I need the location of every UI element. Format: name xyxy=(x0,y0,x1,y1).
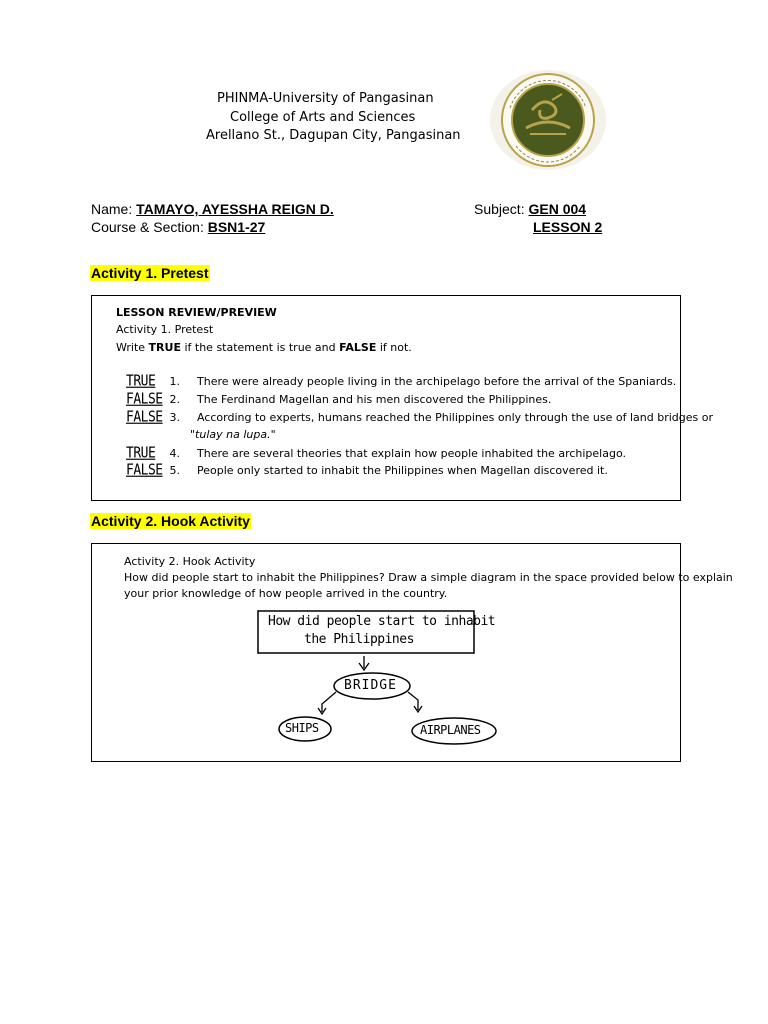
handwritten-answer: TRUE xyxy=(126,372,156,391)
subject-value: GEN 004 xyxy=(528,201,587,217)
course-field xyxy=(91,219,265,235)
subject-label: Subject: xyxy=(474,201,525,217)
list-item: TRUE 4. There are several theories that explain how people inhabited the archipelago. xyxy=(126,444,626,463)
scan-subheading: Activity 1. Pretest xyxy=(116,323,214,336)
pretest-scan xyxy=(91,295,713,501)
hook-activity-scan xyxy=(91,543,733,762)
list-item: TRUE 1. There were already people living in the archipelago before the arrival of the Spaniards. xyxy=(126,372,677,391)
diagram-left-label: SHIPS xyxy=(285,721,319,735)
activity1-title: Activity 1. Pretest xyxy=(91,265,209,281)
list-item-continuation: "tulay na lupa." xyxy=(190,428,276,441)
address: Arellano St., Dagupan City, Pangasinan xyxy=(206,128,461,143)
diagram-right-label: AIRPLANES xyxy=(420,723,481,737)
diagram-center-label: BRIDGE xyxy=(344,678,397,693)
scan-instruction-line1: How did people start to inhabit the Philippines? Draw a simple diagram in the space provided below to explain xyxy=(124,571,733,584)
handwritten-answer: FALSE xyxy=(126,408,163,427)
name-field xyxy=(91,201,334,217)
diagram-lines xyxy=(92,544,680,761)
scan-instruction-line2: your prior knowledge of how people arrived in the country. xyxy=(124,587,448,600)
name-label: Name: xyxy=(91,201,133,217)
activity2-title: Activity 2. Hook Activity xyxy=(91,513,250,529)
scan-heading: LESSON REVIEW/PREVIEW xyxy=(116,306,277,319)
handwritten-answer: FALSE xyxy=(126,390,163,409)
subject-field xyxy=(474,201,586,217)
diagram-question-line1: How did people start to inhabit xyxy=(268,614,496,629)
handwritten-answer: FALSE xyxy=(126,461,163,480)
lesson-field xyxy=(533,219,602,235)
diagram-question-line2: the Philippines xyxy=(304,632,414,647)
course-value: BSN1-27 xyxy=(207,219,266,235)
university-seal-icon xyxy=(488,68,608,172)
scan-instruction: Write TRUE if the statement is true and FALSE if not. xyxy=(116,341,412,354)
institution-name: PHINMA-University of Pangasinan xyxy=(217,91,434,106)
college-name: College of Arts and Sciences xyxy=(230,110,416,125)
list-item: FALSE 3. According to experts, humans reached the Philippines only through the use of land bridges or xyxy=(126,408,713,427)
lesson-value: LESSON 2 xyxy=(533,219,603,235)
handwritten-answer: TRUE xyxy=(126,444,156,463)
course-label: Course & Section: xyxy=(91,219,204,235)
list-item: FALSE 2. The Ferdinand Magellan and his men discovered the Philippines. xyxy=(126,390,552,409)
scan-subheading: Activity 2. Hook Activity xyxy=(124,555,256,568)
list-item: FALSE 5. People only started to inhabit the Philippines when Magellan discovered it. xyxy=(126,461,608,480)
name-value: TAMAYO, AYESSHA REIGN D. xyxy=(136,201,334,217)
